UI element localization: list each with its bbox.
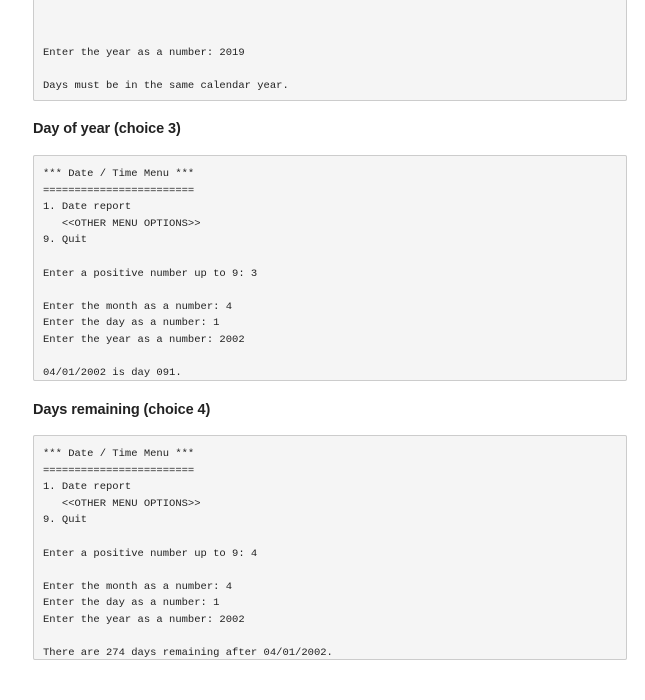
code-line: Enter the year as a number: 2019 [43, 47, 245, 59]
code-line: <<OTHER MENU OPTIONS>> [43, 217, 201, 230]
code-line: Enter a positive number up to 9: 4 [43, 547, 258, 560]
code-line: 1. Date report [43, 201, 132, 214]
code-line: ======================== [43, 464, 195, 477]
code-line [43, 349, 617, 366]
code-line [43, 562, 617, 579]
code-line [43, 249, 617, 266]
code-line: Enter the day as a number: 1 [43, 597, 220, 610]
code-line [43, 529, 617, 546]
code-line [43, 282, 617, 299]
code-line: Enter the month as a number: 4 [43, 580, 233, 593]
code-line: Enter a positive number up to 9: 3 [43, 267, 258, 280]
code-line: Enter the month as a number: 4 [43, 300, 233, 313]
code-line: <<OTHER MENU OPTIONS>> [43, 497, 201, 510]
code-block-day-of-year [33, 155, 627, 381]
code-line: Enter the year as a number: 2002 [43, 333, 245, 346]
code-line: 9. Quit [43, 514, 88, 527]
code-line: 1. Date report [43, 481, 132, 494]
code-line: Days must be in the same calendar year. [43, 80, 289, 93]
code-line: 9. Quit [43, 234, 88, 247]
code-line: *** Date / Time Menu *** [43, 168, 195, 180]
code-line: 04/01/2002 is day 091. [43, 367, 182, 380]
code-line [43, 629, 617, 646]
code-block-previous-output [33, 0, 627, 101]
code-line: There are 274 days remaining after 04/01/2002. [43, 647, 333, 660]
code-line: ======================== [43, 184, 195, 197]
code-line: Enter the year as a number: 2002 [43, 613, 245, 626]
code-line [43, 62, 617, 79]
code-block-days-remaining [33, 435, 627, 660]
code-line: *** Date / Time Menu *** [43, 448, 195, 460]
section-heading-days-remaining: Days remaining (choice 4) [33, 402, 211, 418]
code-line: Enter the day as a number: 1 [43, 317, 220, 330]
section-heading-day-of-year: Day of year (choice 3) [33, 121, 181, 137]
